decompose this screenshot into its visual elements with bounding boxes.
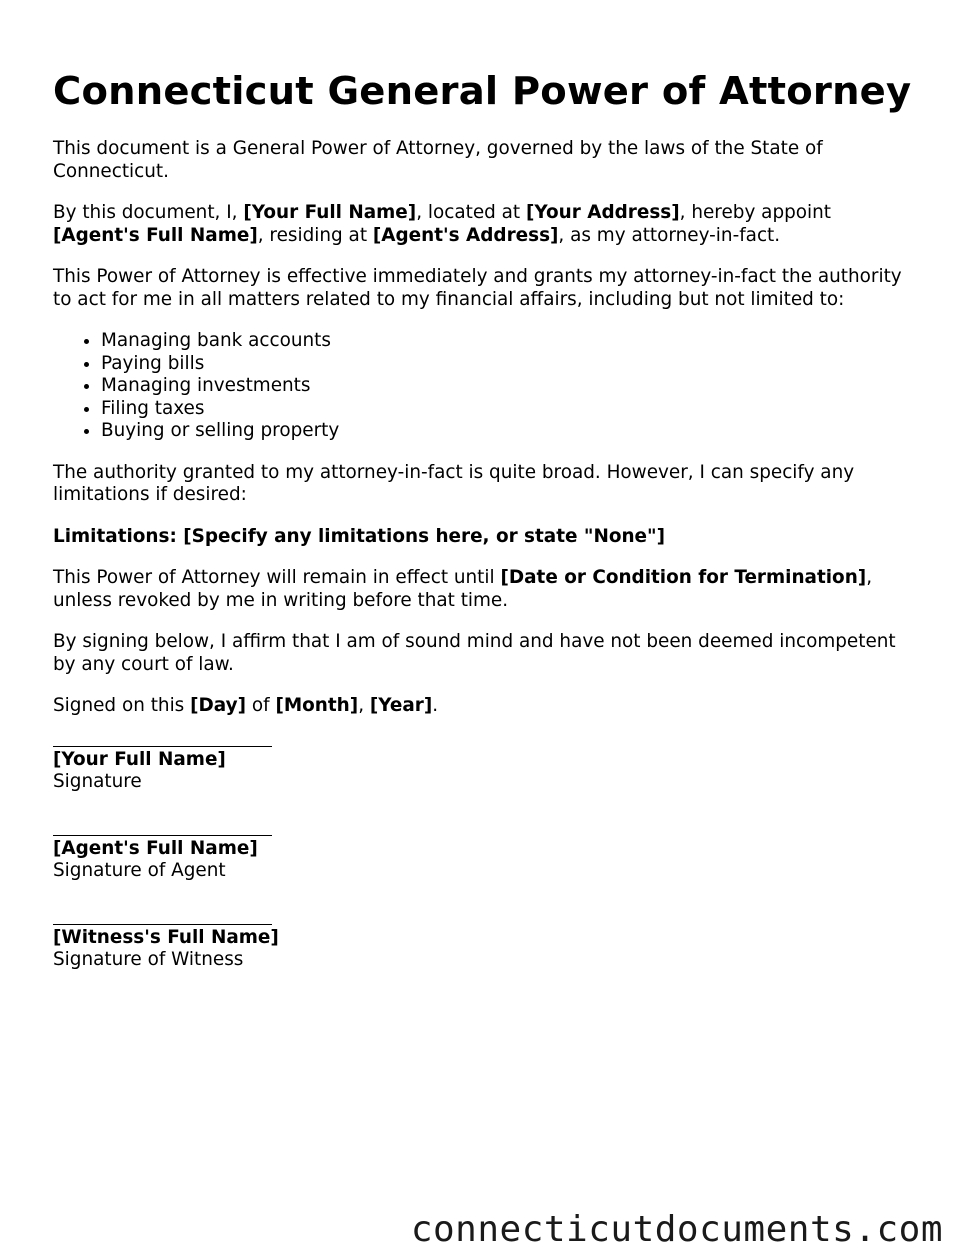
year-placeholder: [Year] bbox=[369, 695, 433, 716]
appointment-text: , hereby appoint bbox=[679, 202, 832, 223]
signature-block-principal bbox=[53, 746, 923, 794]
list-item: • Paying bills bbox=[101, 353, 923, 376]
signature-caption: Signature of Agent bbox=[53, 860, 226, 881]
limitations-line: Limitations: [Specify any limitations here, or state "None"] bbox=[53, 525, 666, 547]
agent-address-placeholder: [Agent's Address] bbox=[372, 224, 559, 246]
list-item: • Filing taxes bbox=[101, 398, 923, 421]
intro-paragraph: This document is a General Power of Attorney, governed by the laws of the State of Connecticut. bbox=[53, 138, 823, 182]
principal-name-placeholder: [Your Full Name] bbox=[243, 202, 417, 223]
month-placeholder: [Month] bbox=[275, 695, 359, 716]
signature-block-agent bbox=[53, 835, 923, 883]
termination-text: , unless revoked by me in writing before that time. bbox=[53, 567, 873, 611]
principal-address-placeholder: [Your Address] bbox=[526, 202, 680, 223]
agent-name-placeholder: [Agent's Full Name] bbox=[53, 224, 258, 246]
signature-name: [Agent's Full Name] bbox=[53, 837, 258, 859]
day-placeholder: [Day] bbox=[190, 695, 247, 716]
signature-name: [Witness's Full Name] bbox=[53, 926, 279, 948]
signature-line[interactable] bbox=[53, 835, 272, 836]
signature-block-witness bbox=[53, 924, 923, 972]
powers-list bbox=[53, 330, 923, 443]
list-item: • Managing bank accounts bbox=[101, 330, 923, 353]
signature-caption: Signature bbox=[53, 771, 142, 792]
signature-line[interactable] bbox=[53, 746, 272, 747]
appointment-text: , located at bbox=[416, 202, 526, 223]
footer-watermark: connecticutdocuments.com bbox=[410, 1209, 943, 1250]
signature-caption: Signature of Witness bbox=[53, 949, 244, 970]
appointment-text: By this document, I, bbox=[53, 202, 244, 223]
list-item: • Buying or selling property bbox=[101, 420, 923, 443]
signed-text: Signed on this bbox=[53, 695, 191, 716]
signed-text: , bbox=[358, 695, 370, 716]
signature-name: [Your Full Name] bbox=[53, 748, 226, 770]
list-item: • Managing investments bbox=[101, 375, 923, 398]
termination-condition-placeholder: [Date or Condition for Termination] bbox=[500, 567, 867, 588]
signed-text: of bbox=[246, 695, 276, 716]
affirmation-paragraph: By signing below, I affirm that I am of sound mind and have not been deemed incompetent by any court of law. bbox=[53, 631, 896, 675]
signature-line[interactable] bbox=[53, 924, 272, 925]
appointment-text: , residing at bbox=[257, 224, 373, 246]
appointment-text: , as my attorney-in-fact. bbox=[558, 224, 781, 246]
signed-date-line bbox=[53, 695, 923, 718]
appointment-paragraph bbox=[53, 202, 923, 247]
document-page bbox=[53, 66, 923, 972]
signed-text: . bbox=[432, 695, 439, 716]
termination-text: This Power of Attorney will remain in effect until bbox=[53, 567, 501, 588]
termination-paragraph bbox=[53, 567, 923, 612]
document-title: Connecticut General Power of Attorney bbox=[53, 69, 912, 114]
broad-authority-paragraph: The authority granted to my attorney-in-fact is quite broad. However, I can specify any limitations if desired: bbox=[53, 461, 855, 505]
effective-paragraph: This Power of Attorney is effective immediately and grants my attorney-in-fact the authority to act for me in all matters related to my financial affairs, including but not limited to: bbox=[53, 266, 902, 310]
